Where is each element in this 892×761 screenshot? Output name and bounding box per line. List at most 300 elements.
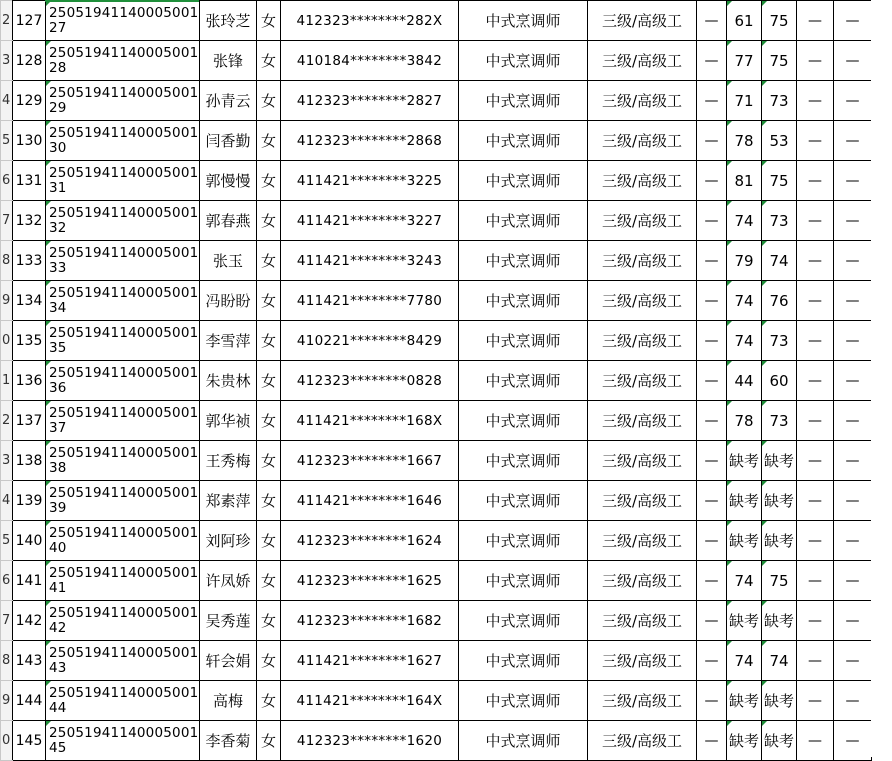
row-header[interactable] xyxy=(1,481,13,521)
dash-cell[interactable] xyxy=(797,81,834,121)
row-header[interactable] xyxy=(1,521,13,561)
name-cell[interactable] xyxy=(200,481,257,521)
row-header[interactable] xyxy=(1,201,13,241)
dash-cell[interactable] xyxy=(697,321,727,361)
row-header[interactable] xyxy=(1,41,13,81)
skill-score-cell[interactable] xyxy=(762,721,797,761)
gender-cell[interactable] xyxy=(257,561,281,601)
skill-score-cell[interactable] xyxy=(762,241,797,281)
dash-cell[interactable] xyxy=(697,41,727,81)
cell-text: 闫香勤 xyxy=(205,131,251,150)
theory-score-cell[interactable] xyxy=(727,241,762,281)
gender-cell[interactable] xyxy=(257,41,281,81)
dash-cell[interactable] xyxy=(834,561,872,601)
cert-number-cell[interactable] xyxy=(46,81,200,121)
cell-text: 143 xyxy=(15,652,43,669)
seq-cell[interactable] xyxy=(13,681,46,721)
seq-cell[interactable] xyxy=(13,41,46,81)
gender-cell[interactable] xyxy=(257,721,281,761)
occupation-cell[interactable] xyxy=(459,201,588,241)
seq-cell[interactable] xyxy=(13,321,46,361)
theory-score-cell[interactable] xyxy=(727,481,762,521)
level-cell[interactable] xyxy=(588,201,697,241)
cert-number-cell[interactable] xyxy=(46,41,200,81)
occupation-cell[interactable] xyxy=(459,81,588,121)
dash-cell[interactable] xyxy=(834,401,872,441)
level-cell[interactable] xyxy=(588,281,697,321)
seq-cell[interactable] xyxy=(13,721,46,761)
cell-text: 女 xyxy=(260,691,276,710)
skill-score-cell[interactable] xyxy=(762,121,797,161)
dash-cell[interactable] xyxy=(797,401,834,441)
cell-text: 朱贵林 xyxy=(205,371,251,390)
cell-text: 71 xyxy=(734,91,754,110)
gender-cell[interactable] xyxy=(257,161,281,201)
occupation-cell[interactable] xyxy=(459,521,588,561)
dash-cell[interactable] xyxy=(697,441,727,481)
gender-cell[interactable] xyxy=(257,81,281,121)
theory-score-cell[interactable] xyxy=(727,161,762,201)
skill-score-cell[interactable] xyxy=(762,681,797,721)
dash-cell[interactable] xyxy=(834,681,872,721)
cell-text: 女 xyxy=(260,491,276,510)
cert-number-cell[interactable] xyxy=(46,721,200,761)
occupation-cell[interactable] xyxy=(459,401,588,441)
cell-text: 女 xyxy=(260,251,276,270)
level-cell[interactable] xyxy=(588,121,697,161)
theory-score-cell[interactable] xyxy=(727,201,762,241)
gender-cell[interactable] xyxy=(257,201,281,241)
gender-cell[interactable] xyxy=(257,361,281,401)
id-number-cell[interactable] xyxy=(281,41,459,81)
row-header[interactable] xyxy=(1,81,13,121)
cell-text: 缺考 xyxy=(763,491,794,510)
row-header[interactable] xyxy=(1,121,13,161)
skill-score-cell[interactable] xyxy=(762,521,797,561)
occupation-cell[interactable] xyxy=(459,481,588,521)
id-number-cell[interactable] xyxy=(281,561,459,601)
gender-cell[interactable] xyxy=(257,121,281,161)
cell-text: 女 xyxy=(260,291,276,310)
name-cell[interactable] xyxy=(200,41,257,81)
seq-cell[interactable] xyxy=(13,441,46,481)
skill-score-cell[interactable] xyxy=(762,41,797,81)
id-number-cell[interactable] xyxy=(281,1,459,41)
name-cell[interactable] xyxy=(200,121,257,161)
id-number-cell[interactable] xyxy=(281,121,459,161)
dash-cell[interactable] xyxy=(797,201,834,241)
id-number-cell[interactable] xyxy=(281,161,459,201)
cell-text: 三级/高级工 xyxy=(601,331,683,350)
gender-cell[interactable] xyxy=(257,1,281,41)
skill-score-cell[interactable] xyxy=(762,481,797,521)
cert-number-cell[interactable] xyxy=(46,441,200,481)
name-cell[interactable] xyxy=(200,401,257,441)
dash-cell[interactable] xyxy=(834,521,872,561)
skill-score-cell[interactable] xyxy=(762,81,797,121)
cert-number-cell[interactable] xyxy=(46,161,200,201)
cert-number-cell[interactable] xyxy=(46,1,200,41)
name-cell[interactable] xyxy=(200,281,257,321)
theory-score-cell[interactable] xyxy=(727,721,762,761)
number-stored-as-text-marker xyxy=(46,201,51,206)
seq-cell[interactable] xyxy=(13,281,46,321)
occupation-cell[interactable] xyxy=(459,241,588,281)
cell-text: — xyxy=(704,332,719,349)
cell-text: — xyxy=(808,452,822,469)
dash-cell[interactable] xyxy=(697,641,727,681)
seq-cell[interactable] xyxy=(13,121,46,161)
dash-cell[interactable] xyxy=(834,321,872,361)
dash-cell[interactable] xyxy=(797,361,834,401)
dash-cell[interactable] xyxy=(834,641,872,681)
dash-cell[interactable] xyxy=(697,241,727,281)
gender-cell[interactable] xyxy=(257,641,281,681)
occupation-cell[interactable] xyxy=(459,441,588,481)
cell-text: — xyxy=(845,92,860,109)
skill-score-cell[interactable] xyxy=(762,321,797,361)
cell-text: 2505194114000500136 xyxy=(49,364,199,396)
skill-score-cell[interactable] xyxy=(762,361,797,401)
gender-cell[interactable] xyxy=(257,441,281,481)
level-cell[interactable] xyxy=(588,721,697,761)
dash-cell[interactable] xyxy=(834,201,872,241)
theory-score-cell[interactable] xyxy=(727,121,762,161)
dash-cell[interactable] xyxy=(797,241,834,281)
id-number-cell[interactable] xyxy=(281,521,459,561)
cell-text: — xyxy=(704,132,719,149)
dash-cell[interactable] xyxy=(797,481,834,521)
dash-cell[interactable] xyxy=(834,281,872,321)
level-cell[interactable] xyxy=(588,241,697,281)
skill-score-cell[interactable] xyxy=(762,281,797,321)
level-cell[interactable] xyxy=(588,161,697,201)
dash-cell[interactable] xyxy=(797,281,834,321)
name-cell[interactable] xyxy=(200,441,257,481)
seq-cell[interactable] xyxy=(13,161,46,201)
level-cell[interactable] xyxy=(588,361,697,401)
id-number-cell[interactable] xyxy=(281,81,459,121)
dash-cell[interactable] xyxy=(797,321,834,361)
dash-cell[interactable] xyxy=(697,361,727,401)
cert-number-cell[interactable] xyxy=(46,201,200,241)
occupation-cell[interactable] xyxy=(459,121,588,161)
skill-score-cell[interactable] xyxy=(762,601,797,641)
cert-number-cell[interactable] xyxy=(46,121,200,161)
gender-cell[interactable] xyxy=(257,481,281,521)
cell-text: 三级/高级工 xyxy=(601,51,683,70)
theory-score-cell[interactable] xyxy=(727,521,762,561)
dash-cell[interactable] xyxy=(697,121,727,161)
name-cell[interactable] xyxy=(200,161,257,201)
cert-number-cell[interactable] xyxy=(46,561,200,601)
name-cell[interactable] xyxy=(200,241,257,281)
id-number-cell[interactable] xyxy=(281,641,459,681)
cell-text: 中式烹调师 xyxy=(485,451,561,470)
cert-number-cell[interactable] xyxy=(46,681,200,721)
cell-text: 2 xyxy=(2,12,11,28)
cell-text: 411421********3227 xyxy=(296,212,443,229)
cert-number-cell[interactable] xyxy=(46,401,200,441)
cert-number-cell[interactable] xyxy=(46,281,200,321)
seq-cell[interactable] xyxy=(13,641,46,681)
id-number-cell[interactable] xyxy=(281,681,459,721)
theory-score-cell[interactable] xyxy=(727,321,762,361)
occupation-cell[interactable] xyxy=(459,361,588,401)
level-cell[interactable] xyxy=(588,401,697,441)
cert-number-cell[interactable] xyxy=(46,601,200,641)
cell-text: — xyxy=(845,532,860,549)
cell-text: 张玲芝 xyxy=(205,11,251,30)
id-number-cell[interactable] xyxy=(281,281,459,321)
gender-cell[interactable] xyxy=(257,241,281,281)
occupation-cell[interactable] xyxy=(459,321,588,361)
seq-cell[interactable] xyxy=(13,241,46,281)
number-stored-as-text-marker xyxy=(727,121,732,126)
cell-text: — xyxy=(704,532,719,549)
level-cell[interactable] xyxy=(588,601,697,641)
cell-text: 高梅 xyxy=(212,691,243,710)
row-header[interactable] xyxy=(1,681,13,721)
dash-cell[interactable] xyxy=(797,121,834,161)
number-stored-as-text-marker xyxy=(762,401,767,406)
name-cell[interactable] xyxy=(200,321,257,361)
row-header[interactable] xyxy=(1,361,13,401)
level-cell[interactable] xyxy=(588,321,697,361)
cell-text: 三级/高级工 xyxy=(601,291,683,310)
theory-score-cell[interactable] xyxy=(727,1,762,41)
theory-score-cell[interactable] xyxy=(727,361,762,401)
row-header[interactable] xyxy=(1,601,13,641)
row-header[interactable] xyxy=(1,401,13,441)
number-stored-as-text-marker xyxy=(46,441,51,446)
row-header[interactable] xyxy=(1,321,13,361)
occupation-cell[interactable] xyxy=(459,721,588,761)
cert-number-cell[interactable] xyxy=(46,641,200,681)
level-cell[interactable] xyxy=(588,481,697,521)
row-header[interactable] xyxy=(1,281,13,321)
dash-cell[interactable] xyxy=(697,721,727,761)
cell-text: 中式烹调师 xyxy=(485,691,561,710)
seq-cell[interactable] xyxy=(13,1,46,41)
dash-cell[interactable] xyxy=(834,1,872,41)
dash-cell[interactable] xyxy=(797,721,834,761)
cell-text: 中式烹调师 xyxy=(485,171,561,190)
level-cell[interactable] xyxy=(588,1,697,41)
cell-text: — xyxy=(808,52,822,69)
dash-cell[interactable] xyxy=(834,161,872,201)
cert-number-cell[interactable] xyxy=(46,241,200,281)
cell-text: 412323********1667 xyxy=(296,452,443,469)
dash-cell[interactable] xyxy=(797,641,834,681)
number-stored-as-text-marker xyxy=(46,41,51,46)
name-cell[interactable] xyxy=(200,521,257,561)
seq-cell[interactable] xyxy=(13,561,46,601)
skill-score-cell[interactable] xyxy=(762,201,797,241)
gender-cell[interactable] xyxy=(257,321,281,361)
skill-score-cell[interactable] xyxy=(762,1,797,41)
dash-cell[interactable] xyxy=(697,601,727,641)
theory-score-cell[interactable] xyxy=(727,81,762,121)
theory-score-cell[interactable] xyxy=(727,601,762,641)
cell-text: 女 xyxy=(260,411,276,430)
dash-cell[interactable] xyxy=(797,161,834,201)
dash-cell[interactable] xyxy=(697,81,727,121)
number-stored-as-text-marker xyxy=(762,521,767,526)
occupation-cell[interactable] xyxy=(459,641,588,681)
dash-cell[interactable] xyxy=(697,201,727,241)
row-header[interactable] xyxy=(1,161,13,201)
seq-cell[interactable] xyxy=(13,361,46,401)
dash-cell[interactable] xyxy=(834,241,872,281)
level-cell[interactable] xyxy=(588,81,697,121)
id-number-cell[interactable] xyxy=(281,361,459,401)
id-number-cell[interactable] xyxy=(281,721,459,761)
level-cell[interactable] xyxy=(588,561,697,601)
cell-text: 中式烹调师 xyxy=(485,291,561,310)
level-cell[interactable] xyxy=(588,441,697,481)
seq-cell[interactable] xyxy=(13,401,46,441)
skill-score-cell[interactable] xyxy=(762,561,797,601)
dash-cell[interactable] xyxy=(834,121,872,161)
dash-cell[interactable] xyxy=(834,481,872,521)
row-header[interactable] xyxy=(1,641,13,681)
dash-cell[interactable] xyxy=(834,81,872,121)
dash-cell[interactable] xyxy=(797,1,834,41)
skill-score-cell[interactable] xyxy=(762,441,797,481)
dash-cell[interactable] xyxy=(797,41,834,81)
level-cell[interactable] xyxy=(588,521,697,561)
name-cell[interactable] xyxy=(200,601,257,641)
dash-cell[interactable] xyxy=(697,681,727,721)
occupation-cell[interactable] xyxy=(459,1,588,41)
row-header[interactable] xyxy=(1,721,13,761)
seq-cell[interactable] xyxy=(13,601,46,641)
dash-cell[interactable] xyxy=(697,281,727,321)
occupation-cell[interactable] xyxy=(459,561,588,601)
occupation-cell[interactable] xyxy=(459,161,588,201)
cert-number-cell[interactable] xyxy=(46,521,200,561)
dash-cell[interactable] xyxy=(697,481,727,521)
row-header[interactable] xyxy=(1,241,13,281)
occupation-cell[interactable] xyxy=(459,601,588,641)
row-header[interactable] xyxy=(1,1,13,41)
dash-cell[interactable] xyxy=(834,601,872,641)
skill-score-cell[interactable] xyxy=(762,401,797,441)
id-number-cell[interactable] xyxy=(281,201,459,241)
name-cell[interactable] xyxy=(200,361,257,401)
seq-cell[interactable] xyxy=(13,481,46,521)
gender-cell[interactable] xyxy=(257,281,281,321)
dash-cell[interactable] xyxy=(697,561,727,601)
theory-score-cell[interactable] xyxy=(727,681,762,721)
cell-text: 136 xyxy=(15,372,43,389)
occupation-cell[interactable] xyxy=(459,281,588,321)
name-cell[interactable] xyxy=(200,81,257,121)
gender-cell[interactable] xyxy=(257,681,281,721)
cert-number-cell[interactable] xyxy=(46,481,200,521)
occupation-cell[interactable] xyxy=(459,41,588,81)
dash-cell[interactable] xyxy=(797,521,834,561)
id-number-cell[interactable] xyxy=(281,241,459,281)
theory-score-cell[interactable] xyxy=(727,441,762,481)
skill-score-cell[interactable] xyxy=(762,641,797,681)
dash-cell[interactable] xyxy=(697,401,727,441)
dash-cell[interactable] xyxy=(697,521,727,561)
cell-text: 2 xyxy=(2,412,11,428)
cell-text: 三级/高级工 xyxy=(601,451,683,470)
level-cell[interactable] xyxy=(588,681,697,721)
number-stored-as-text-marker xyxy=(762,601,767,606)
cell-text: — xyxy=(845,172,860,189)
number-stored-as-text-marker xyxy=(762,561,767,566)
name-cell[interactable] xyxy=(200,721,257,761)
theory-score-cell[interactable] xyxy=(727,41,762,81)
gender-cell[interactable] xyxy=(257,521,281,561)
id-number-cell[interactable] xyxy=(281,601,459,641)
gender-cell[interactable] xyxy=(257,601,281,641)
theory-score-cell[interactable] xyxy=(727,641,762,681)
theory-score-cell[interactable] xyxy=(727,401,762,441)
seq-cell[interactable] xyxy=(13,521,46,561)
id-number-cell[interactable] xyxy=(281,401,459,441)
cell-text: 女 xyxy=(260,131,276,150)
dash-cell[interactable] xyxy=(834,441,872,481)
cell-text: — xyxy=(808,652,822,669)
cell-text: 三级/高级工 xyxy=(601,691,683,710)
dash-cell[interactable] xyxy=(797,441,834,481)
row-header[interactable] xyxy=(1,561,13,601)
dash-cell[interactable] xyxy=(797,681,834,721)
cell-text: — xyxy=(704,492,719,509)
name-cell[interactable] xyxy=(200,561,257,601)
dash-cell[interactable] xyxy=(834,721,872,761)
dash-cell[interactable] xyxy=(697,161,727,201)
cert-number-cell[interactable] xyxy=(46,361,200,401)
row-header[interactable] xyxy=(1,441,13,481)
id-number-cell[interactable] xyxy=(281,481,459,521)
name-cell[interactable] xyxy=(200,641,257,681)
dash-cell[interactable] xyxy=(834,361,872,401)
dash-cell[interactable] xyxy=(834,41,872,81)
cell-text: 412323********282X xyxy=(296,12,443,29)
number-stored-as-text-marker xyxy=(762,321,767,326)
dash-cell[interactable] xyxy=(797,601,834,641)
skill-score-cell[interactable] xyxy=(762,161,797,201)
seq-cell[interactable] xyxy=(13,81,46,121)
dash-cell[interactable] xyxy=(797,561,834,601)
level-cell[interactable] xyxy=(588,41,697,81)
level-cell[interactable] xyxy=(588,641,697,681)
occupation-cell[interactable] xyxy=(459,681,588,721)
name-cell[interactable] xyxy=(200,201,257,241)
theory-score-cell[interactable] xyxy=(727,281,762,321)
cell-text: 女 xyxy=(260,211,276,230)
cert-number-cell[interactable] xyxy=(46,321,200,361)
cell-text: 410184********3842 xyxy=(296,52,443,69)
cell-text: 三级/高级工 xyxy=(601,251,683,270)
theory-score-cell[interactable] xyxy=(727,561,762,601)
dash-cell[interactable] xyxy=(697,1,727,41)
name-cell[interactable] xyxy=(200,1,257,41)
seq-cell[interactable] xyxy=(13,201,46,241)
number-stored-as-text-marker xyxy=(762,121,767,126)
id-number-cell[interactable] xyxy=(281,441,459,481)
cell-text: — xyxy=(704,212,719,229)
name-cell[interactable] xyxy=(200,681,257,721)
id-number-cell[interactable] xyxy=(281,321,459,361)
gender-cell[interactable] xyxy=(257,401,281,441)
